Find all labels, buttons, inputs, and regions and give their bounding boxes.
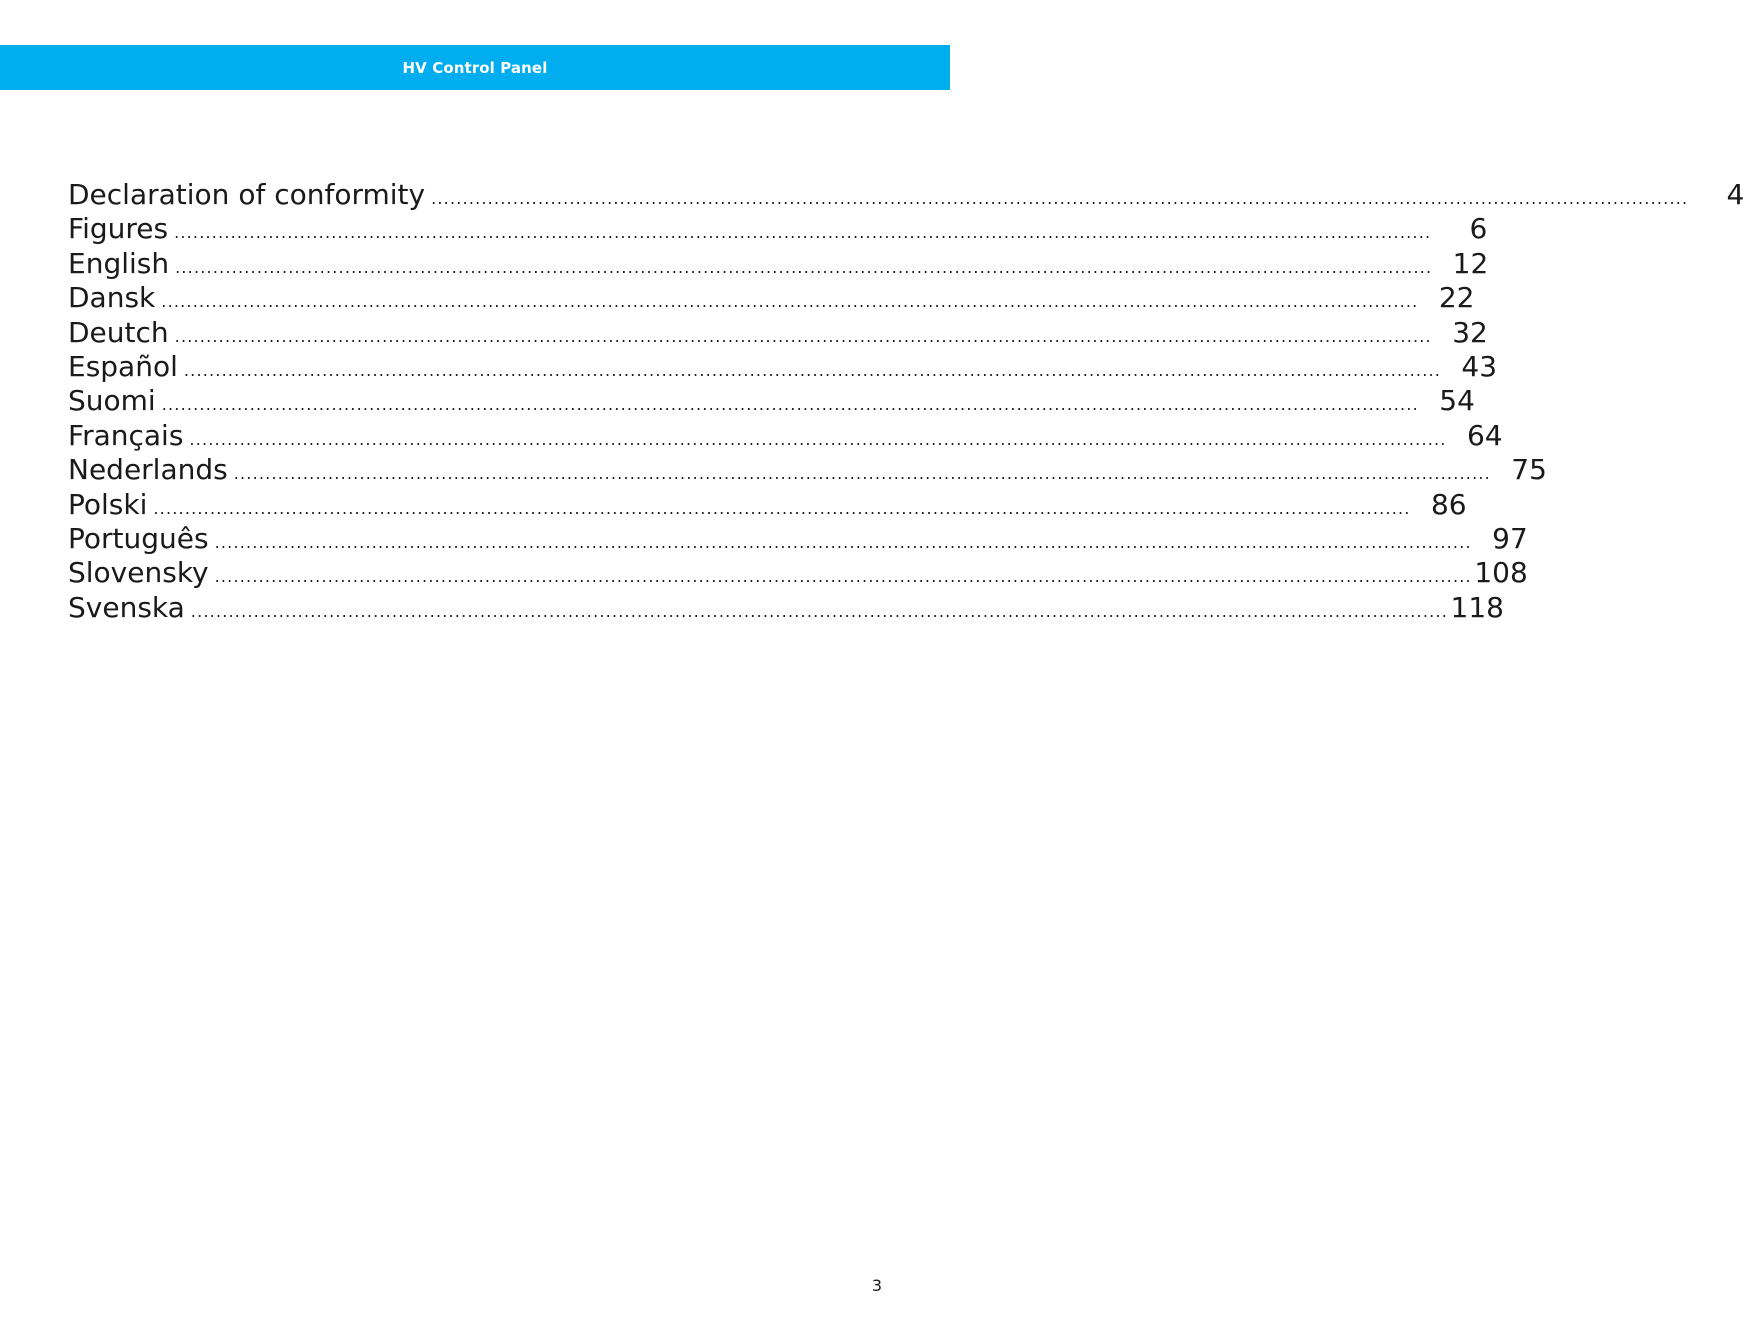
toc-entry-label: Figures (68, 212, 169, 246)
toc-entry-page: 6 (1469, 212, 1488, 246)
toc-entry[interactable] (68, 487, 1467, 522)
toc-entry[interactable] (68, 556, 1528, 590)
toc-entry[interactable] (68, 384, 1475, 418)
toc-entry[interactable] (68, 349, 1498, 384)
toc-entry-page: 12 (1452, 246, 1489, 280)
toc-entry-label: Español (68, 349, 178, 383)
toc-entry[interactable] (68, 590, 1504, 625)
toc-entry-page: 54 (1439, 384, 1475, 418)
toc-entry-page: 4 (1726, 178, 1744, 211)
dot-leader: ........................................................................................................................................................................................................ (153, 498, 1411, 518)
toc-entry-label: Polski (68, 487, 148, 521)
toc-entry-page: 75 (1511, 453, 1547, 487)
toc-entry-label: Dansk (68, 281, 156, 315)
toc-entry[interactable] (68, 212, 1488, 246)
toc-entry-page: 97 (1492, 521, 1528, 555)
toc-entry-label: Português (68, 521, 209, 555)
toc-entry[interactable] (68, 521, 1528, 556)
dot-leader: ........................................................................................................................................................................................................ (214, 567, 1472, 587)
toc-entry[interactable] (68, 246, 1489, 281)
toc-entry-page: 22 (1438, 281, 1475, 315)
toc-entry[interactable] (68, 281, 1475, 315)
toc-entry-page: 108 (1474, 556, 1528, 590)
dot-leader: ........................................................................................................................................................................................................ (174, 326, 1432, 346)
toc-entry[interactable] (68, 178, 1744, 212)
toc-entry-label: Svenska (68, 590, 185, 624)
toc-entry-page: 43 (1461, 349, 1498, 383)
table-of-contents (68, 178, 1744, 625)
toc-entry-label: Slovensky (68, 556, 209, 590)
toc-entry-label: Declaration of conformity (68, 178, 426, 211)
dot-leader: ........................................................................................................................................................................................................ (190, 601, 1448, 621)
dot-leader: ........................................................................................................................................................................................................ (214, 532, 1472, 552)
toc-entry[interactable] (68, 453, 1547, 487)
dot-leader: ........................................................................................................................................................................................................ (161, 292, 1419, 312)
page-number: 3 (871, 1276, 882, 1295)
toc-entry[interactable] (68, 418, 1503, 453)
toc-entry-label: Français (68, 418, 184, 452)
header-title: HV Control Panel (402, 58, 548, 77)
dot-leader: ........................................................................................................................................................................................................ (174, 223, 1432, 243)
dot-leader: ........................................................................................................................................................................................................ (183, 360, 1442, 380)
toc-entry-label: Suomi (68, 384, 156, 418)
toc-entry-label: Nederlands (68, 453, 228, 487)
toc-entry-label: English (68, 246, 170, 280)
toc-entry-page: 86 (1430, 487, 1467, 521)
dot-leader: ........................................................................................................................................................................................................ (431, 189, 1689, 208)
toc-entry-label: Deutch (68, 315, 169, 349)
toc-entry-page: 32 (1452, 315, 1488, 349)
dot-leader: ........................................................................................................................................................................................................ (161, 395, 1419, 415)
header-bar (0, 45, 950, 90)
toc-entry-page: 118 (1450, 590, 1504, 624)
dot-leader: ........................................................................................................................................................................................................ (189, 429, 1447, 449)
toc-entry-page: 64 (1466, 418, 1503, 452)
dot-leader: ........................................................................................................................................................................................................ (233, 464, 1491, 484)
dot-leader: ........................................................................................................................................................................................................ (175, 257, 1433, 277)
toc-entry[interactable] (68, 315, 1488, 350)
